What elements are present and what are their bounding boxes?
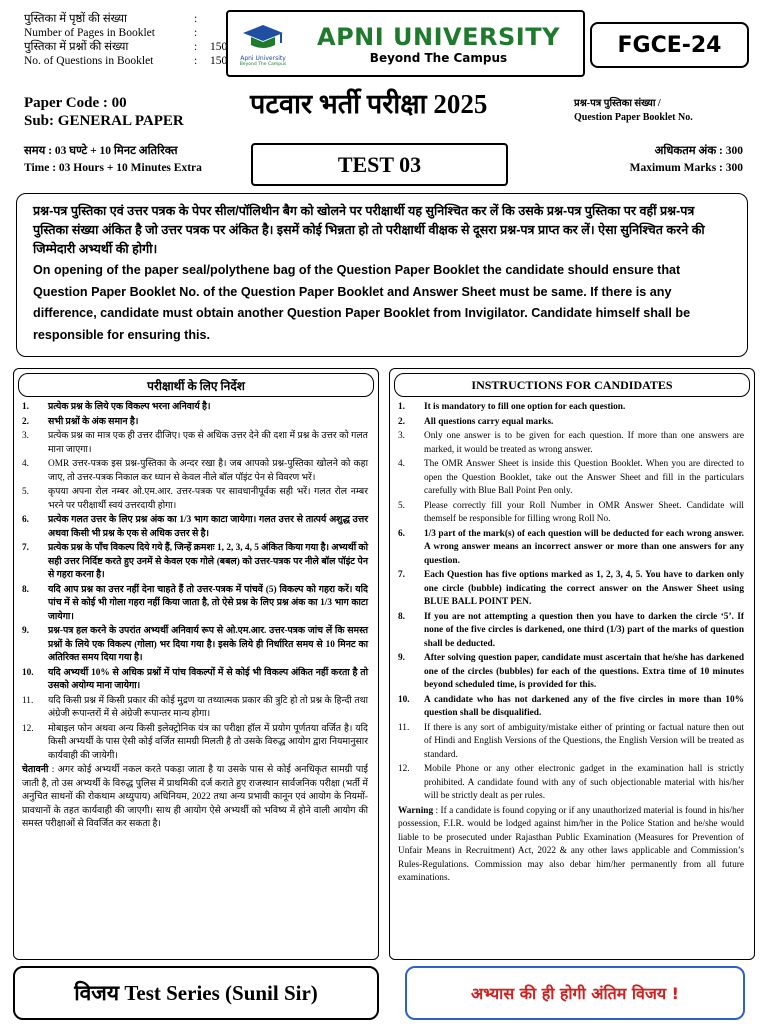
english-instructions-list — [390, 397, 754, 886]
meta-row — [24, 12, 227, 26]
english-instruction-item-text: If there is any sort of ambiguity/mistake either of printing or factual nature then out of Hindi and English Versions of the Questions, the English Version will be treated as standard. — [424, 722, 744, 760]
hindi-instruction-item-number: 12. — [22, 723, 34, 734]
hindi-instruction-item-text: प्रत्येक गलत उत्तर के लिए प्रश्न अंक का 1/3 भाग काटा जायेगा। गलत उत्तर से तात्पर्य अशुद्ध उत्तर अथवा किसी भी प्रश्न के एक से अधिक उत्तर से है। — [48, 515, 368, 539]
hindi-instruction-item-text: प्रत्येक प्रश्न के लिये एक विकल्प भरना अनिवार्य है। — [48, 402, 211, 412]
university-tagline: Beyond The Campus — [369, 50, 508, 65]
english-instruction-item-number: 2. — [398, 416, 405, 427]
seal-notice — [16, 193, 748, 357]
english-instruction-item — [398, 430, 744, 457]
university-name: APNI UNIVERSITY — [317, 22, 560, 51]
english-instruction-item — [398, 652, 744, 693]
english-instruction-item-number: 7. — [398, 570, 405, 580]
english-instructions — [389, 368, 755, 960]
hindi-instruction-item — [22, 584, 368, 625]
qb-label-en: Question Paper Booklet No. — [574, 112, 693, 123]
university-logo — [226, 10, 585, 77]
english-instruction-item-text: A candidate who has not darkened any of the five circles in more than 10% question shall be disqualified. — [424, 694, 744, 718]
hindi-instruction-item — [22, 401, 368, 415]
english-instruction-item — [398, 722, 744, 763]
english-instruction-item — [398, 528, 744, 569]
meta-label: Number of Pages in Booklet — [24, 27, 155, 39]
hindi-instruction-item-text: प्रत्येक प्रश्न का मात्र एक ही उत्तर दीजिए। एक से अधिक उत्तर देने की दशा में प्रश्न के उत्तर को गलत माना जाएगा। — [48, 431, 368, 455]
test-series-banner: विजय Test Series (Sunil Sir) — [13, 966, 379, 1020]
time-block — [24, 143, 202, 177]
english-instruction-item-text: After solving question paper, candidate must ascertain that he/she has darkened one of the circles (bubbles) for each of the questions. Extra time of 10 minutes beyond scheduled time, is provided for this. — [424, 653, 744, 690]
time-en: Time : 03 Hours + 10 Minutes Extra — [24, 162, 202, 174]
meta-sep: : — [194, 27, 198, 39]
english-instruction-item-text: It is mandatory to fill one option for each question. — [424, 402, 626, 412]
paper-set-code: FGCE-24 — [590, 22, 749, 68]
english-instruction-item — [398, 569, 744, 610]
english-instruction-item-number: 12. — [398, 764, 410, 774]
motto-banner: अभ्यास की ही होगी अंतिम विजय ! — [405, 966, 745, 1020]
hindi-instruction-item — [22, 667, 368, 694]
meta-sep: : — [194, 13, 198, 25]
booklet-meta — [24, 12, 227, 68]
qb-label-hi: प्रश्न-पत्र पुस्तिका संख्या / — [574, 98, 661, 109]
hindi-instruction-item-text: OMR उत्तर-पत्रक इस प्रश्न-पुस्तिका के अन्दर रखा है। जब आपको प्रश्न-पुस्तिका खोलने को कहा जाए, तो उत्तर-पत्रक निकाल कर ध्यान से केवल नीले बॉल पॉइंट पेन से विवरण भरें। — [48, 459, 368, 483]
english-instruction-warning — [398, 805, 744, 886]
english-instruction-item-text: Please correctly fill your Roll Number in OMR Answer Sheet. Candidate will themself be responsible for filling wrong Roll No. — [424, 500, 744, 524]
english-instruction-item-number: 9. — [398, 653, 405, 663]
english-instruction-warning-label: Warning — [398, 805, 434, 816]
hindi-instruction-item-text: सभी प्रश्नों के अंक समान है। — [48, 416, 139, 427]
meta-value: 150 — [210, 55, 228, 67]
meta-row — [24, 40, 227, 54]
meta-sep: : — [194, 41, 198, 53]
paper-code-block — [24, 94, 184, 130]
english-instruction-item-text: Mobile Phone or any other electronic gadget in the examination hall is strictly prohibited. A candidate found with any of such objectionable material with his/her will be strictly dealt as per rules. — [424, 764, 744, 801]
hindi-instruction-item — [22, 416, 368, 430]
hindi-instruction-item-number: 10. — [22, 667, 34, 678]
meta-row — [24, 26, 227, 40]
hindi-instruction-item-text: मोबाइल फोन अथवा अन्य किसी इलेक्ट्रोनिक यंत्र का परीक्षा हॉल में प्रयोग पूर्णतया वर्जित है। यदि किसी अभ्यर्थी के पास ऐसी कोई वर्जित सामग्री मिलती है तो उसके विरुद्ध आयोग द्वारा नियमानुसार कार्यवाही की जायेगी। — [48, 723, 368, 761]
hindi-instruction-item — [22, 514, 368, 541]
english-instruction-item-text: Only one answer is to be given for each question. If more than one answers are marked, it would be treated as wrong answer. — [424, 431, 744, 455]
english-instruction-item-number: 1. — [398, 402, 405, 412]
paper-code: Paper Code : 00 — [24, 95, 127, 111]
english-instruction-item-text: If you are not attempting a question then you have to darken the circle ‘5’. If none of the five circles is darkened, one third (1/3) part of the marks of question shall be deducted. — [424, 611, 744, 649]
english-instruction-item — [398, 763, 744, 804]
graduation-cap-icon — [232, 16, 294, 71]
hindi-instruction-item-number: 2. — [22, 416, 29, 427]
logo-mini-name: Apni University — [240, 54, 286, 62]
english-instruction-item — [398, 500, 744, 527]
test-name: TEST 03 — [251, 143, 508, 186]
meta-label: पुस्तिका में पृष्ठों की संख्या — [24, 13, 127, 25]
hindi-instruction-warning — [22, 764, 368, 832]
max-marks-block — [630, 143, 743, 177]
hindi-instruction-item-text: यदि आप प्रश्न का उत्तर नहीं देना चाहते हैं तो उत्तर-पत्रक में पांचवें (5) विकल्प को गहरा करें। यदि पांच में से कोई भी गोला गहरा नहीं किया जाता है, तो ऐसे प्रश्न के लिए प्रश्न अंक का 1/3 भाग काटा जायेगा। — [48, 584, 368, 622]
english-instruction-item — [398, 416, 744, 430]
english-instruction-item-text: Each Question has five options marked as 1, 2, 3, 4, 5. You have to darken only one circle (bubble) indicating the correct answer on the Answer Sheet using BLUE BALL POINT PEN. — [424, 570, 744, 607]
hindi-instruction-item — [22, 430, 368, 457]
english-instruction-item-text: 1/3 part of the mark(s) of each question will be deducted for each wrong answer. A wrong answer means an incorrect answer or more than one answers for any question. — [424, 528, 744, 566]
hindi-instructions — [13, 368, 379, 960]
meta-value: 150 — [210, 41, 228, 53]
hindi-instructions-list — [14, 397, 378, 832]
exam-title: पटवार भर्ती परीक्षा 2025 — [250, 89, 488, 119]
english-instruction-item-number: 3. — [398, 431, 405, 441]
hindi-instruction-item-number: 5. — [22, 487, 29, 497]
english-instruction-item-number: 8. — [398, 611, 405, 622]
hindi-instruction-item-number: 4. — [22, 459, 29, 469]
hindi-instruction-item — [22, 542, 368, 583]
hindi-instruction-item-number: 11. — [22, 695, 34, 706]
hindi-instruction-item-text: यदि किसी प्रश्न में किसी प्रकार की कोई मुद्रण या तथ्यात्मक प्रकार की त्रुटि हो तो प्रश्न के हिन्दी तथा अंग्रेजी रूपान्तरों में से अंग्रेजी रूपान्तर मान्य होगा। — [48, 695, 368, 719]
hindi-instruction-item — [22, 695, 368, 722]
hindi-instruction-item — [22, 486, 368, 513]
hindi-instruction-item-text: यदि अभ्यर्थी 10% से अधिक प्रश्नों में पांच विकल्पों में से कोई भी विकल्प अंकित नहीं करता है तो उसको अयोग्य माना जायेगा। — [48, 667, 368, 691]
hindi-instruction-item-number: 6. — [22, 515, 29, 525]
hindi-instruction-item-text: कृपया अपना रोल नम्बर ओ.एम.आर. उत्तर-पत्रक पर सावधानीपूर्वक सही भरें। गलत रोल नम्बर भरने पर परीक्षार्थी स्वयं उत्तरदायी होगा। — [48, 487, 368, 511]
hindi-instruction-item — [22, 625, 368, 666]
hindi-instruction-item-text: प्रत्येक प्रश्न के पाँच विकल्प दिये गये हैं, जिन्हें क्रमशः 1, 2, 3, 4, 5 अंकित किया गया है। अभ्यर्थी को सही उत्तर निर्दिष्ट करते हुए उनमें से केवल एक गोले (बबल) को उत्तर-पत्रक पर नीले बॉल पॉइंट पेन से गहरा करना है। — [48, 543, 368, 580]
english-instruction-warning-text: : If a candidate is found copying or if any unauthorized material is found in his/her possession, F.I.R. would be lodged against him/her in the Police Station and he/she would liable to be prosecuted under Rajasthan Public Examination (Measures for Prevention of Unfair Means in Recruitment) Act, 2022 & any other laws applicable and Commission’s Rules-Regulations. Commission may also debar him/her permanently from all future examinations. — [398, 805, 744, 883]
meta-row — [24, 54, 227, 68]
english-instruction-item-number: 11. — [398, 722, 410, 733]
hindi-instruction-item-number: 9. — [22, 626, 29, 636]
meta-sep: : — [194, 55, 198, 67]
max-marks-en: Maximum Marks : 300 — [629, 162, 743, 174]
notice-english: On opening of the paper seal/polythene bag of the Question Paper Booklet the candidate should ensure that Question Paper Booklet No. of the Question Paper Booklet and Answer Sheet must be same. If there is any difference, candidate must obtain another Question Paper Booklet from Invigilator. Candidate himself shall be responsible for ensuring this. — [33, 263, 691, 342]
hindi-instruction-item-number: 7. — [22, 543, 29, 553]
hindi-instruction-item — [22, 458, 368, 485]
hindi-instruction-item — [22, 723, 368, 764]
hindi-instruction-item-number: 1. — [22, 402, 29, 412]
hindi-instruction-item-number: 3. — [22, 431, 29, 441]
hindi-instructions-title: परीक्षार्थी के लिए निर्देश — [18, 373, 374, 397]
english-instruction-item-number: 4. — [398, 459, 405, 469]
english-instruction-item — [398, 694, 744, 721]
meta-label: पुस्तिका में प्रश्नों की संख्या — [24, 41, 129, 53]
english-instruction-item-number: 5. — [398, 500, 405, 511]
time-hi: समय : 03 घण्टे + 10 मिनट अतिरिक्त — [24, 145, 178, 157]
english-instructions-title: INSTRUCTIONS FOR CANDIDATES — [394, 373, 750, 397]
english-instruction-item — [398, 458, 744, 499]
hindi-instruction-warning-label: चेतावनी — [22, 765, 49, 775]
hindi-instruction-warning-text: : अगर कोई अभ्यर्थी नकल करते पकड़ा जाता है या उसके पास से कोई अनधिकृत सामग्री पाई जाती है, तो उस अभ्यर्थी के विरुद्ध पुलिस में प्राथमिकी दर्ज कराते हुए राजस्थान सार्वजनिक परीक्षा (भर्ती में अनुचित साधनों की रोकथाम अध्युपाय) अधिनियम, 2022 तथा अन्य प्रभावी कानून एवं आयोग के नियमों-प्रावधानों के तहत कार्यवाही की जाएगी। साथ ही आयोग ऐसे अभ्यर्थी को भविष्य में होने वाली आयोग की समस्त परीक्षाओं से विवर्जित कर सकता है। — [22, 765, 368, 829]
english-instruction-item — [398, 401, 744, 415]
english-instruction-item-text: The OMR Answer Sheet is inside this Question Booklet. When you are directed to open the Question Booklet, take out the Answer Sheet and fill in the particulars carefully with Blue Ball Point Pen only. — [424, 459, 744, 496]
english-instruction-item-number: 6. — [398, 528, 405, 539]
english-instruction-item-number: 10. — [398, 694, 410, 705]
english-instruction-item — [398, 611, 744, 652]
meta-label: No. of Questions in Booklet — [24, 55, 154, 67]
subject: Sub: GENERAL PAPER — [24, 113, 184, 129]
english-instruction-item-text: All questions carry equal marks. — [424, 416, 554, 427]
question-booklet-no — [574, 97, 693, 125]
logo-mini-tag: Beyond The Campus — [239, 61, 287, 67]
hindi-instruction-item-number: 8. — [22, 584, 29, 595]
hindi-instruction-item-text: प्रश्न-पत्र हल करने के उपरांत अभ्यर्थी अनिवार्य रूप से ओ.एम.आर. उत्तर-पत्रक जांच लें कि समस्त प्रश्नों के लिये एक विकल्प (गोला) भर दिया गया है। इसके लिये ही निर्धारित समय से 10 मिनट का अतिरिक्त समय दिया गया है। — [48, 626, 368, 663]
notice-hindi: प्रश्न-पत्र पुस्तिका एवं उत्तर पत्रक के पेपर सील/पॉलिथीन बैग को खोलने पर परीक्षार्थी यह सुनिश्चित कर लें कि उसके प्रश्न-पत्र पुस्तिका पर वहीं प्रश्न-पत्र पुस्तिका संख्या अंकित है जो उत्तर पत्रक पर अंकित है। इसमें कोई भिन्नता हो तो परीक्षार्थी वीक्षक से दूसरा प्रश्न-पत्र प्राप्त कर लें। ऐसा सुनिश्चित करने की जिम्मेदारी अभ्यर्थी की होगी। — [33, 204, 705, 256]
max-marks-hi: अधिकतम अंक : 300 — [654, 145, 743, 157]
